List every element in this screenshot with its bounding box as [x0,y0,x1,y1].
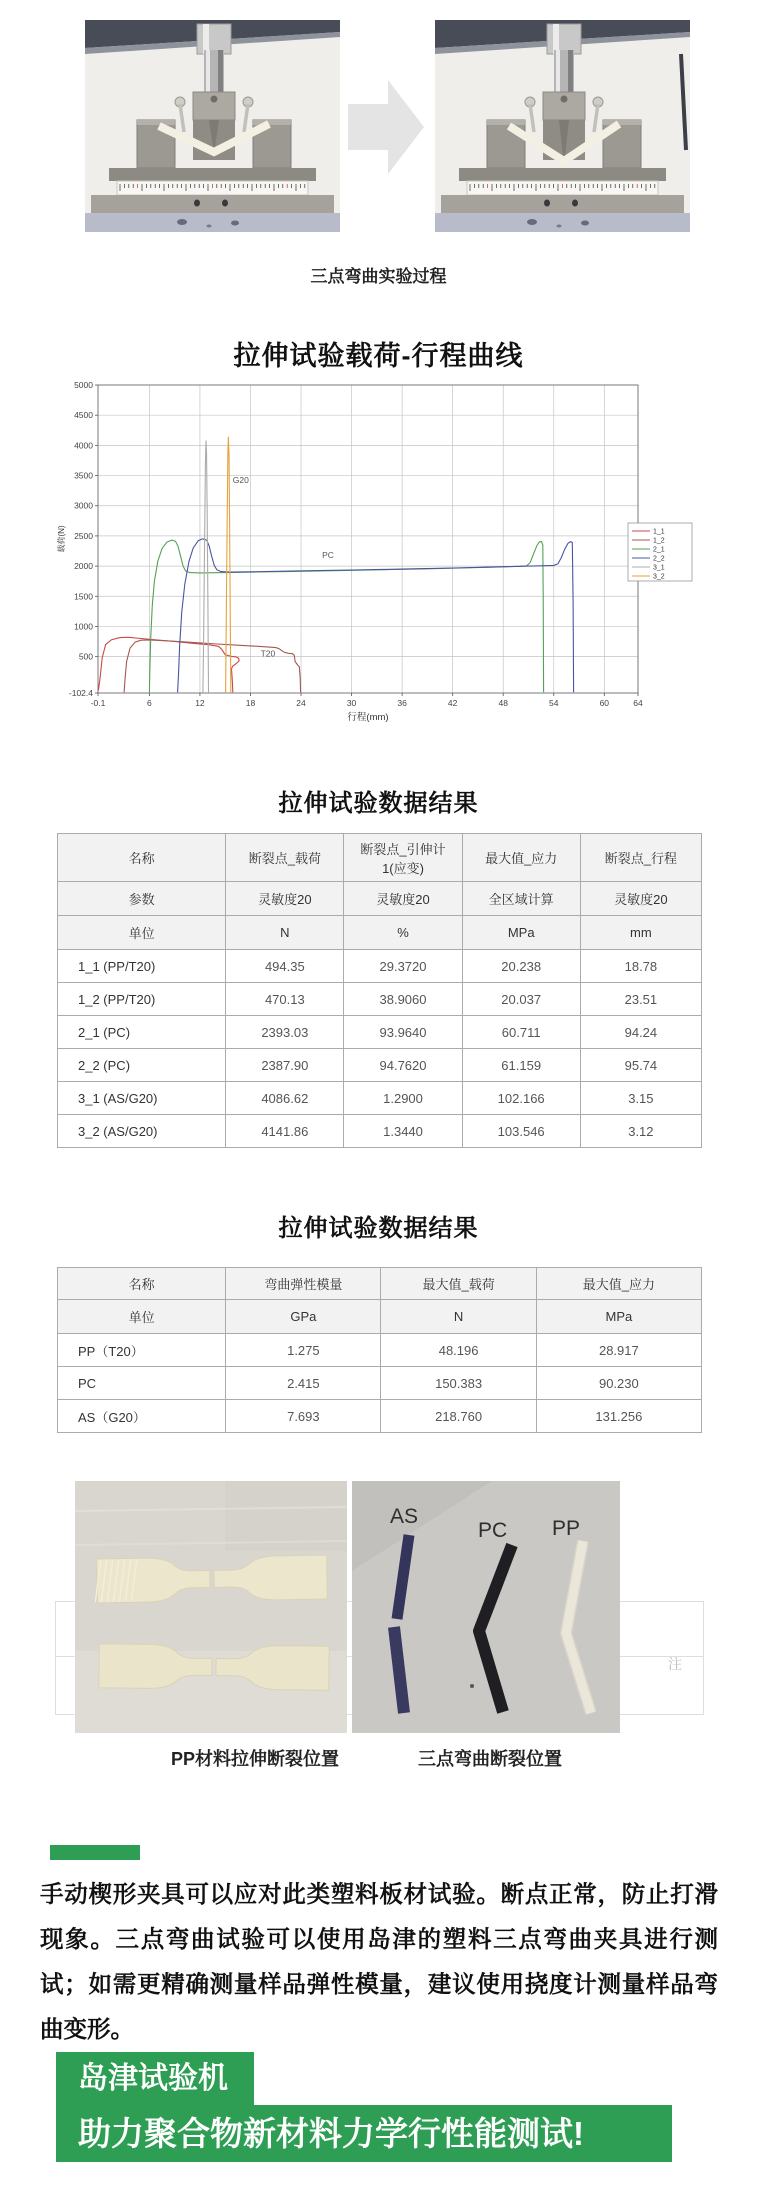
header-cell: N [381,1300,536,1334]
header-cell: 断裂点_引伸计1(应变) [344,834,462,882]
table-cell: 94.24 [580,1016,701,1049]
data-table [57,833,702,1148]
svg-text:2500: 2500 [74,530,93,541]
svg-text:3_2: 3_2 [653,573,665,581]
table-row [58,1082,702,1115]
table-cell: 61.159 [462,1049,580,1082]
table-row [58,1049,702,1082]
banner-line2: 助力聚合物新材料力学行性能测试! [56,2105,672,2162]
bending-results-table [57,1267,702,1433]
svg-text:PC: PC [478,1519,508,1542]
svg-text:42: 42 [447,698,458,708]
table-cell: 20.238 [462,950,580,983]
table-cell: 2_1 (PC) [58,1016,226,1049]
table-cell: PC [58,1367,226,1400]
header-cell: 灵敏度20 [344,882,462,916]
svg-text:4500: 4500 [74,410,93,421]
table-cell: 2_2 (PC) [58,1049,226,1082]
header-cell: N [226,916,344,950]
svg-text:1_2: 1_2 [653,537,665,545]
header-cell: 名称 [58,1268,226,1300]
svg-text:2_1: 2_1 [653,546,665,554]
bending-specimens-photo [352,1481,620,1733]
table-cell: 18.78 [580,950,701,983]
svg-text:500: 500 [78,651,93,662]
svg-text:48: 48 [498,698,508,708]
svg-text:3500: 3500 [74,470,93,481]
header-cell: 单位 [58,1300,226,1334]
table-cell: 218.760 [381,1400,536,1433]
svg-text:18: 18 [245,698,256,708]
header-cell: % [344,916,462,950]
table-cell: 131.256 [536,1400,701,1433]
summary-paragraph: 手动楔形夹具可以应对此类塑料板材试验。断点正常，防止打滑现象。三点弯曲试验可以使用岛津的塑料三点弯曲夹具进行测试；如需更精确测量样品弹性模量，建议使用挠度计测量样品弯曲变形。 [40,1881,718,2042]
table-cell: 3.12 [580,1115,701,1148]
right-photo-caption: 三点弯曲断裂位置 [418,1749,562,1769]
svg-text:载荷(N): 载荷(N) [57,525,66,553]
svg-text:54: 54 [549,698,559,708]
table-cell: 2387.90 [226,1049,344,1082]
svg-text:60: 60 [599,698,610,708]
table-cell: 29.3720 [344,950,462,983]
table-header-row [58,916,702,950]
svg-text:AS: AS [390,1505,419,1528]
table-cell: 4141.86 [226,1115,344,1148]
table-cell: 2393.03 [226,1016,344,1049]
header-cell: 灵敏度20 [580,882,701,916]
table2-title: 拉伸试验数据结果 [278,1215,479,1242]
ghost-char: 注 [668,1656,682,1672]
svg-text:1000: 1000 [74,621,93,632]
table-cell: 4086.62 [226,1082,344,1115]
table1-title: 拉伸试验数据结果 [278,790,479,817]
table-cell: 1.275 [226,1334,381,1367]
table-cell: 494.35 [226,950,344,983]
header-cell: 灵敏度20 [226,882,344,916]
table-cell: 93.9640 [344,1016,462,1049]
svg-text:12: 12 [195,698,205,708]
left-photo-caption: PP材料拉伸断裂位置 [170,1749,339,1769]
header-cell: MPa [536,1300,701,1334]
table-cell: 20.037 [462,983,580,1016]
svg-text:PC: PC [322,550,334,561]
arrow-right-icon [348,72,426,182]
tensile-results-table [57,833,702,1148]
table-cell: 103.546 [462,1115,580,1148]
svg-text:2_2: 2_2 [653,555,665,563]
table-cell: 1_1 (PP/T20) [58,950,226,983]
table-cell: PP（T20） [58,1334,226,1367]
table-cell: 2.415 [226,1367,381,1400]
table-cell: 60.711 [462,1016,580,1049]
table-row [58,1334,702,1367]
header-cell: mm [580,916,701,950]
header-cell: 最大值_应力 [536,1268,701,1300]
table-cell: 94.7620 [344,1049,462,1082]
svg-text:3000: 3000 [74,500,93,511]
svg-text:4000: 4000 [74,440,93,451]
table-cell: 470.13 [226,983,344,1016]
svg-text:PP: PP [552,1517,581,1540]
header-cell: 单位 [58,916,226,950]
svg-text:T20: T20 [260,648,276,659]
svg-text:30: 30 [346,698,357,708]
svg-text:1_1: 1_1 [653,528,665,536]
table-cell: 23.51 [580,983,701,1016]
table-cell: 7.693 [226,1400,381,1433]
table-cell: 95.74 [580,1049,701,1082]
process-caption: 三点弯曲实验过程 [310,267,447,286]
data-table [57,1267,702,1433]
table-row [58,1400,702,1433]
header-cell: 最大值_载荷 [381,1268,536,1300]
header-cell: 断裂点_载荷 [226,834,344,882]
table-row [58,983,702,1016]
table-header-row [58,1268,702,1300]
table-row [58,1016,702,1049]
bending-test-photo-after [435,20,690,232]
table-cell: 150.383 [381,1367,536,1400]
table-header-row [58,1300,702,1334]
header-cell: GPa [226,1300,381,1334]
green-accent-bar [50,1845,140,1860]
table-cell: 1.2900 [344,1082,462,1115]
header-cell: 断裂点_行程 [580,834,701,882]
table-cell: 3_1 (AS/G20) [58,1082,226,1115]
header-cell: 名称 [58,834,226,882]
table-cell: 102.166 [462,1082,580,1115]
svg-text:64: 64 [633,698,643,708]
table-cell: 48.196 [381,1334,536,1367]
svg-text:-0.1: -0.1 [90,698,106,708]
svg-text:3_1: 3_1 [653,564,665,572]
banner-line1: 岛津试验机 [56,2052,254,2105]
svg-text:1500: 1500 [74,591,93,602]
table-cell: 1.3440 [344,1115,462,1148]
bending-test-photo-before [85,20,340,232]
table-row [58,950,702,983]
header-cell: 弯曲弹性模量 [226,1268,381,1300]
table-header-row [58,882,702,916]
table-cell: 38.9060 [344,983,462,1016]
chart-title: 拉伸试验载荷-行程曲线 [233,341,524,371]
svg-text:24: 24 [296,698,306,708]
load-stroke-chart [50,376,710,726]
tensile-specimens-photo [75,1481,347,1733]
table-row [58,1367,702,1400]
header-cell: 最大值_应力 [462,834,580,882]
header-cell: 参数 [58,882,226,916]
svg-text:5000: 5000 [74,380,93,390]
table-cell: 3_2 (AS/G20) [58,1115,226,1148]
svg-text:2000: 2000 [74,561,93,572]
table-cell: 90.230 [536,1367,701,1400]
svg-text:-102.4: -102.4 [68,688,93,698]
svg-text:6: 6 [147,698,152,708]
table-row [58,1115,702,1148]
table-cell: 1_2 (PP/T20) [58,983,226,1016]
table-cell: 28.917 [536,1334,701,1367]
svg-text:G20: G20 [232,474,249,485]
header-cell: 全区域计算 [462,882,580,916]
svg-text:36: 36 [397,698,407,708]
table-cell: 3.15 [580,1082,701,1115]
svg-text:行程(mm): 行程(mm) [347,712,389,723]
table-header-row [58,834,702,882]
table-cell: AS（G20） [58,1400,226,1433]
header-cell: MPa [462,916,580,950]
